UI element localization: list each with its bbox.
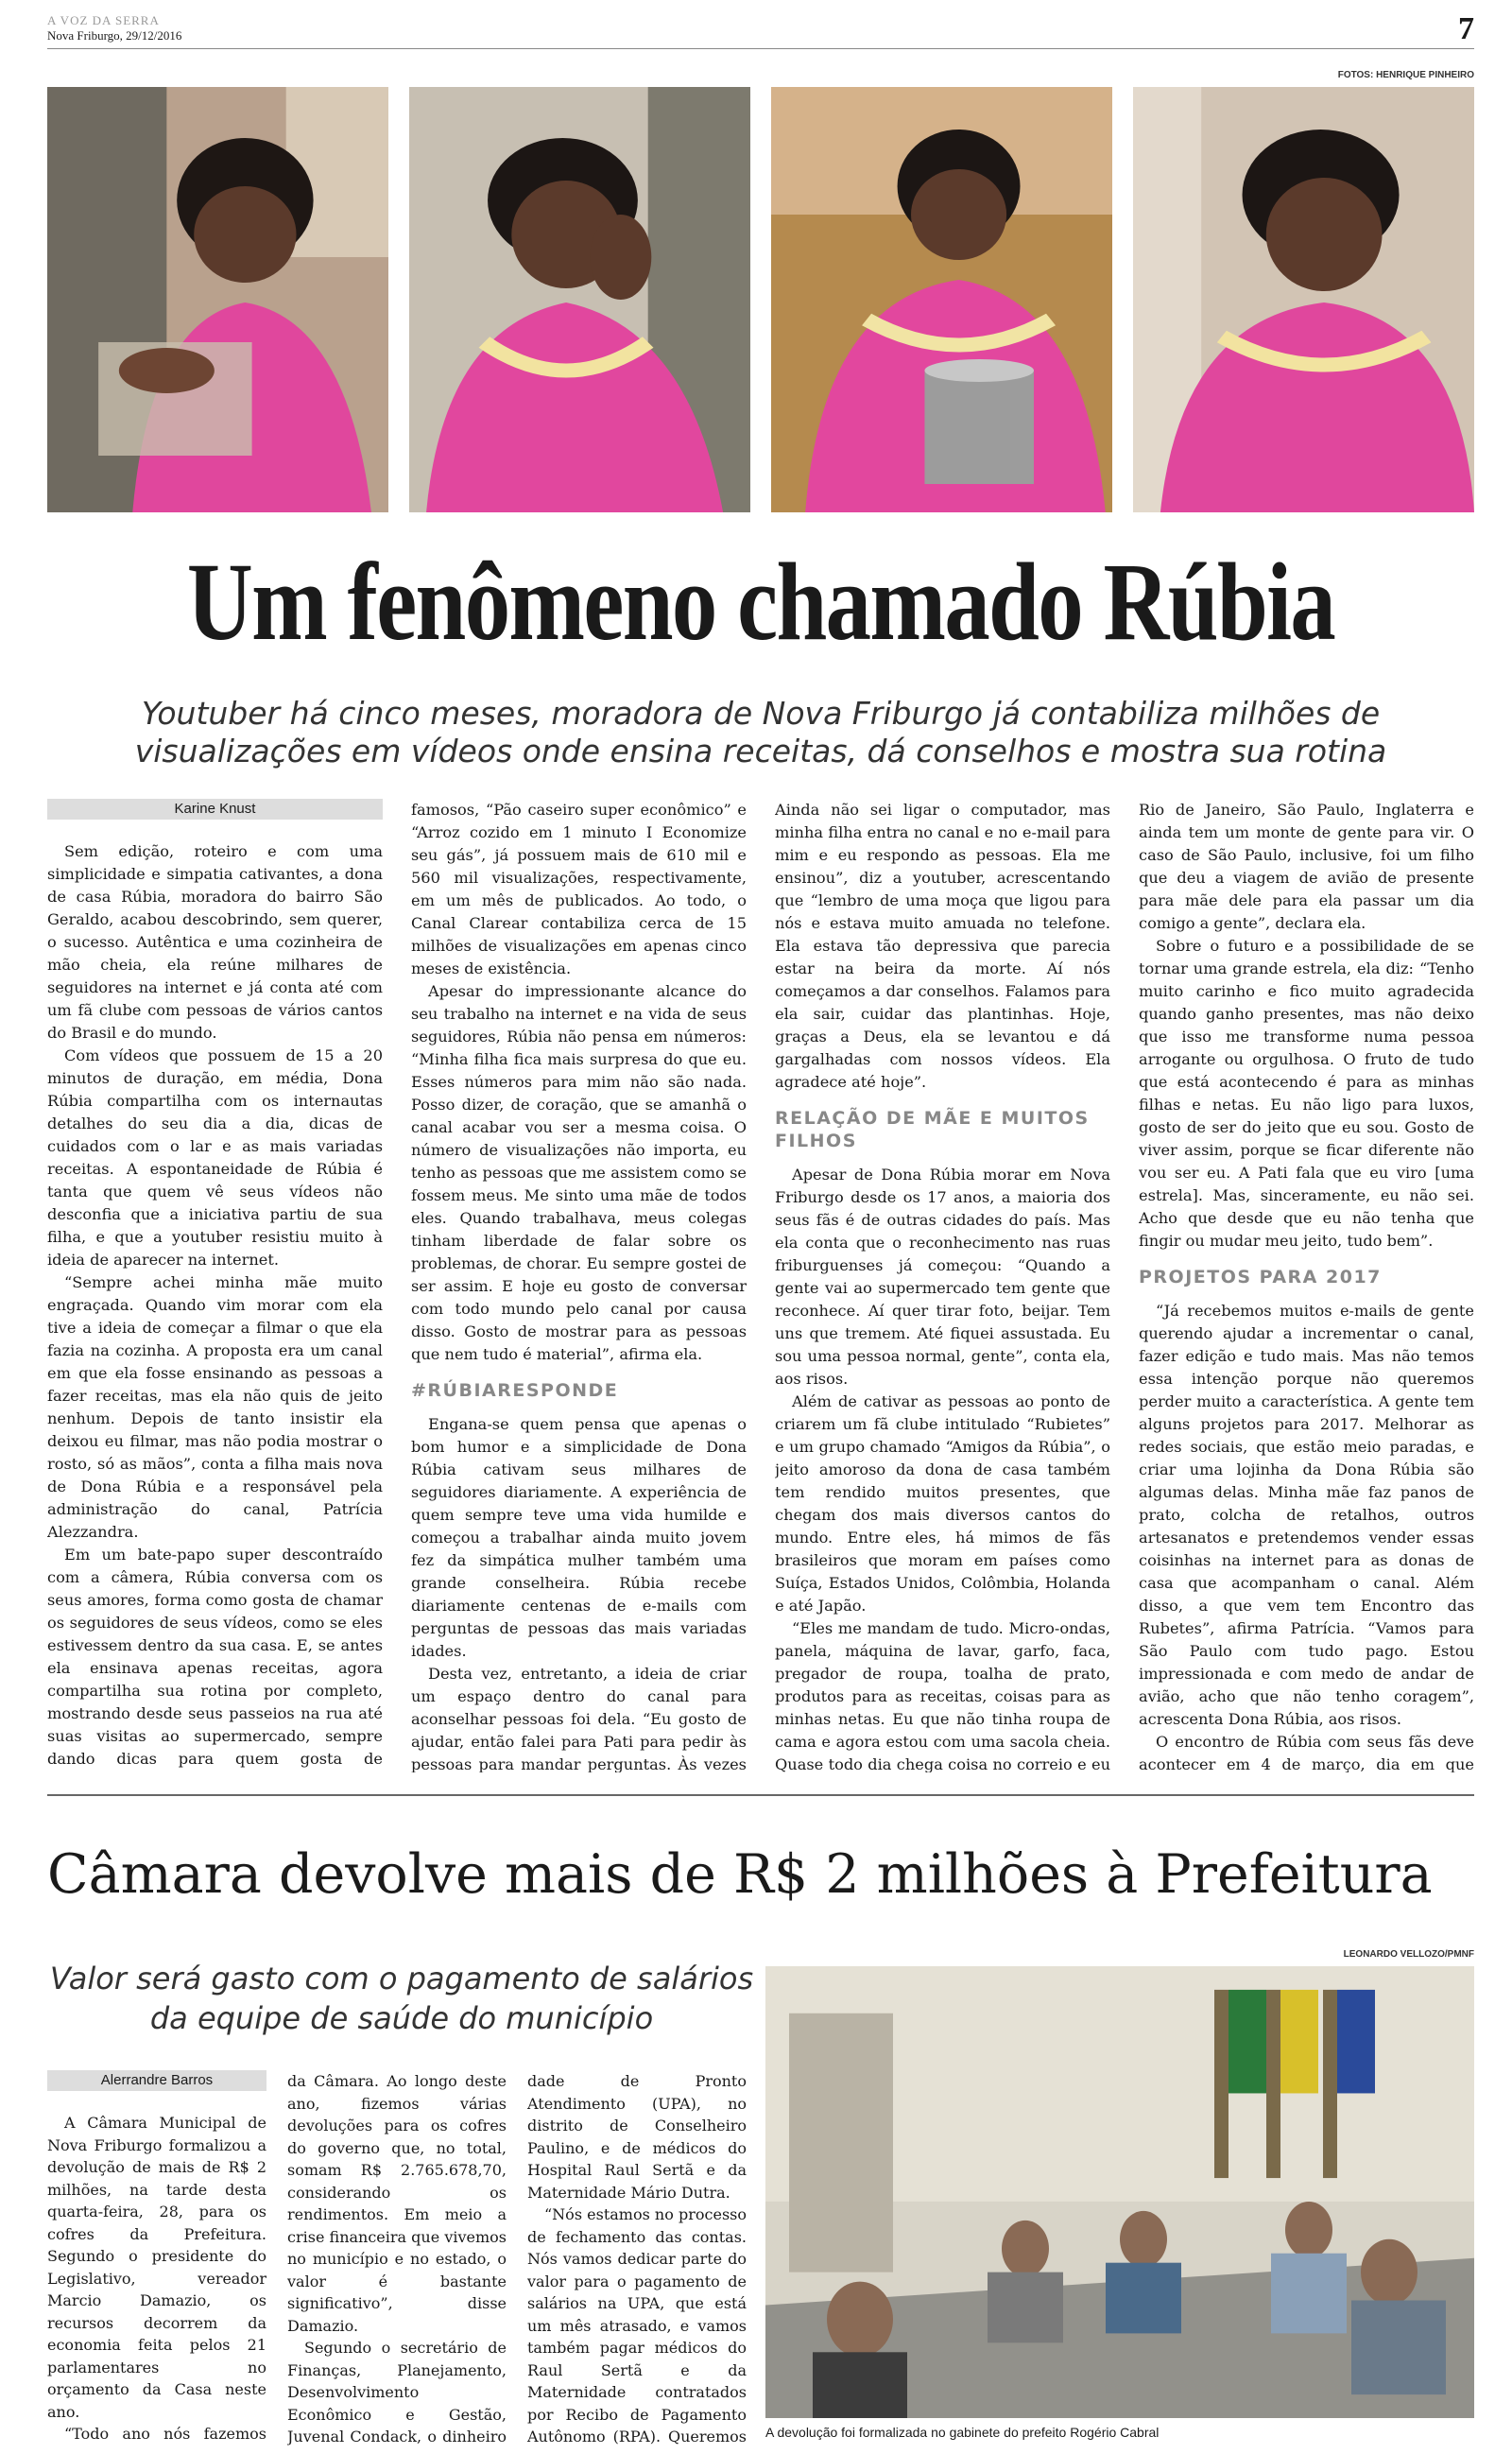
paragraph: O encontro de Rúbia com seus fãs deve acontecer em 4 de março, dia em que <box>1139 1733 1474 1772</box>
paragraph: Apesar de Dona Rúbia morar em Nova Friburgo desde os 17 anos, a maioria dos seus fãs é de outras cidades do país. Mas ela conta que o reconhecimento nas ruas friburguenses já começou: “Quando a gente vai ao supermercado tem gente que reconhece. Aí quer tirar foto, beijar. Tem uns que tremem. Até fiquei assustada. Eu sou uma pessoa normal, gente”, conta ela, aos risos. <box>775 1166 1110 1388</box>
issue-date: Nova Friburgo, 29/12/2016 <box>47 28 182 43</box>
paragraph: “Nós estamos no processo de fechamento das contas. Nós vamos dedicar parte do valor para o pagamento de salários na UPA, que está um mês atrasado, e vamos também pagar médicos do Raul Sertã e da Maternidade contratados por Recibo de Pagamento Autônomo (RPA). Queremos <box>527 2205 747 2445</box>
paragraph: da Câmara. Ao longo deste ano, fizemos várias devoluções para os cofres do governo que, no total, somam R$ 2.765.678,70, considerando os rendimentos. Em meio a crise financeira que vivemos no município e no estado, o valor é bastante significativo”, disse Damazio. <box>287 2072 507 2335</box>
subheading-projetos: PROJETOS PARA 2017 <box>1139 1267 1382 1287</box>
paragraph: “Já recebemos muitos e-mails de gente querendo ajudar a incrementar o canal, fazer edição e tudo mais. Mas não temos essa intenção porque não queremos perder muito a característica. A gente tem alguns projetos para 2017. Melhorar as redes sociais, que estão meio paradas, e criar uma lojinha da Dona Rúbia são algumas delas. Minha mãe faz panos de prato, colcha de retalhos, outros artesanatos e pretendemos vender essas coisinhas na internet para as donas de casa que acompanham o canal. Além disso, a que vem tem Encontro das Rubetes”, afirma Patrícia. “Vamos para São Paulo com tudo pago. Estou impressionada e com medo de andar de avião, acho que não tenho coragem”, acrescenta Dona Rúbia, aos risos. <box>1139 1302 1474 1728</box>
paragraph: “Sempre achei minha mãe muito engraçada. Quando vim morar com ela tive a ideia de começar a filmar o que ela fazia na cozinha. A proposta era um canal em que ela fosse ensinando as pessoas a fazer receitas, mas ela não quis de jeito nenhum. Depois de tanto insistir ela deixou eu filmar, mas não podia mostrar o rosto, só as mãos”, conta a filha mais nova de Dona Rúbia e a responsável pela administração do canal, Patrícia Alezzandra. <box>47 1273 383 1541</box>
page-number: 7 <box>1458 11 1474 46</box>
headline-camara: Câmara devolve mais de R$ 2 milhões à Prefeitura <box>47 1843 1433 1906</box>
article-column-2 <box>287 2070 507 2448</box>
paragraph: Segundo o secretário de Finanças, Planejamento, Desenvolvimento Econômico e Gestão, Juvenal Condack, o dinheiro <box>287 2339 507 2445</box>
article-column-4 <box>1139 799 1474 1772</box>
paragraph: Sem edição, roteiro e com uma simplicidade e simpatia cativantes, a dona de casa Rúbia, moradora do bairro São Geraldo, acabou descobrindo, sem querer, o sucesso. Autêntica e uma cozinheira de mão cheia, ela reúne milhares de seguidores na internet e já conta até com um fã clube com pessoas de vários cantos do Brasil e do mundo. <box>47 842 383 1042</box>
photo-rubia-2 <box>409 87 750 512</box>
section-divider <box>47 1794 1474 1796</box>
article-column-3 <box>527 2070 747 2448</box>
paragraph: Rio de Janeiro, São Paulo, Inglaterra e ainda tem um monte de gente para vir. O caso de São Paulo, inclusive, foi um filho que deu a viagem de avião de presente para mãe dele para ela passar um dia comigo a gente”, declara ela. <box>1139 801 1474 932</box>
masthead <box>47 11 1474 49</box>
headline-rubia: Um fenômeno chamado Rúbia <box>186 540 1335 664</box>
paragraph: Com vídeos que possuem de 15 a 20 minutos de duração, em média, Dona Rúbia compartilha com os internautas detalhes do seu dia a dia, dicas de cuidados com o lar e as mais variadas receitas. A espontaneidade de Rúbia é tanta que quem vê seus vídeos não desconfia que a iniciativa partiu de sua filha, e que a youtuber resistiu muito à ideia de aparecer na internet. <box>47 1046 383 1269</box>
paragraph: famosos, “Pão caseiro super econômico” e “Arroz cozido em 1 minuto I Economize seu gás”, já possuem mais de 610 mil e 560 mil visualizações, respectivamente, em um mês de publicados. Ao todo, o Canal Clarear contabiliza cerca de 15 milhões de visualizações em apenas cinco meses de existência. <box>411 801 747 977</box>
deck-camara: Valor será gasto com o pagamento de salários da equipe de saúde do município <box>49 1961 754 2036</box>
paragraph: Ainda não sei ligar o computador, mas minha filha entra no canal e no e-mail para mim e eu respondo as pessoas. Ela me ensinou”, diz a youtuber, acrescentando que “lembro de uma moça que ligou para nós e estava muito amuada no telefone. Ela estava tão depressiva que parecia estar na beira da morte. Aí nós começamos a dar conselhos. Falamos para ela sair, cuidar das plantinhas. Hoje, graças a Deus, ela se levantou e dá gargalhadas com nossos vídeos. Ela agradece até hoje”. <box>775 801 1110 1091</box>
article-column-3 <box>775 799 1110 1772</box>
paragraph: Além de cativar as pessoas ao ponto de criarem um fã clube intitulado “Rubietes” e um grupo chamado “Amigos da Rúbia”, o jeito amoroso da dona de casa também tem rendido muitos presentes, que chegam dos mais diversos cantos do mundo. Entre eles, há mimos de fãs brasileiros que moram em países como Suíça, Estados Unidos, Colômbia, Holanda e até Japão. <box>775 1392 1110 1615</box>
paragraph: Em um bate-papo super descontraído com a câmera, Rúbia conversa com os seus amores, forma como gosta de chamar os seguidores de seus vídeos, como se eles estivessem dentro da sua casa. E, se antes ela ensinava apenas receitas, agora compartilha sua rotina por completo, mostrando desde seus passeios na rua até suas visitas ao supermercado, sempre dando dicas para quem gosta de <box>47 1546 383 1768</box>
paragraph: dade de Pronto Atendimento (UPA), no distrito de Conselheiro Paulino, e de médicos do Hospital Raul Sertã e da Maternidade Mário Dutra. <box>527 2072 747 2202</box>
article-body-rubia <box>47 799 1474 1772</box>
photo-rubia-1 <box>47 87 388 512</box>
photo-rubia-4 <box>1133 87 1474 512</box>
subheading-relacao: RELAÇÃO DE MÃE E MUITOS FILHOS <box>775 1108 1090 1151</box>
article-body-camara <box>47 2070 747 2448</box>
article-column-2 <box>411 799 747 1772</box>
paragraph: Sobre o futuro e a possibilidade de se tornar uma grande estrela, ela diz: “Tenho muito carinho e fico muito agradecida quando ganho presentes, mas não deixo que isso me transforme numa pessoa arrogante ou orgulhosa. O fruto de tudo que está acontecendo é para as minhas filhas e netas. Eu não ligo para luxos, gosto de ser do jeito que eu sou. Gosto de viver assim, porque se ficar diferente não vou ser eu. A Pati fala que eu viro [uma estrela]. Mas, sinceramente, eu não sei. Acho que desde que eu não tenha que fingir ou mudar meu jeito, tudo bem”. <box>1139 937 1474 1250</box>
paragraph: Desta vez, entretanto, a ideia de criar um espaço dentro do canal para aconselhar pessoas foi dela. “Eu gosto de ajudar, então falei para Pati para pedir às pessoas para mandar perguntas. Às vezes <box>411 1665 747 1772</box>
paragraph: “Eles me mandam de tudo. Micro-ondas, panela, máquina de lavar, garfo, faca, pregador de roupa, toalha de prato, produtos para as receitas, coisas para as minhas netas. Eu que não tinha roupa de cama e agora estou com uma sacola cheia. Quase todo dia chega coisa no correio e eu <box>775 1619 1110 1772</box>
article-column-1 <box>47 799 383 1772</box>
subheading-rubiaresponde: #RÚBIARESPONDE <box>411 1380 619 1401</box>
photo-credit-2: LEONARDO VELLOZO/PMNF <box>1343 1949 1474 1960</box>
byline: Alerrandre Barros <box>47 2070 266 2091</box>
photo-credit: FOTOS: HENRIQUE PINHEIRO <box>1337 70 1474 80</box>
paragraph: Engana-se quem pensa que apenas o bom humor e a simplicidade de Dona Rúbia cativam seus milhares de seguidores diariamente. A experiência de quem sempre teve uma vida humilde e começou a trabalhar ainda muito jovem fez da simpática mulher também uma grande conselheira. Rúbia recebe diariamente centenas de e-mails com perguntas de pessoas das mais variadas idades. <box>411 1415 747 1660</box>
paragraph: A Câmara Municipal de Nova Friburgo formalizou a devolução de mais de R$ 2 milhões, na tarde desta quarta-feira, 28, para os cofres da Prefeitura. Segundo o presidente do Legislativo, vereador Marcio Damazio, os recursos decorrem da economia feita pelos 21 parlamentares no orçamento da Casa neste ano. <box>47 2114 266 2421</box>
photo-caption: A devolução foi formalizada no gabinete do prefeito Rogério Cabral <box>765 2425 1160 2440</box>
deck-rubia: Youtuber há cinco meses, moradora de Nova Friburgo já contabiliza milhões de visualizações em vídeos onde ensina receitas, dá conselhos e mostra sua rotina <box>134 695 1387 769</box>
photo-rubia-3 <box>771 87 1112 512</box>
paragraph: “Todo ano nós fazemos <box>64 2425 266 2443</box>
photo-strip <box>47 87 1474 512</box>
publication-name: A VOZ DA SERRA <box>47 13 160 27</box>
paragraph: Apesar do impressionante alcance do seu trabalho na internet e na vida de seus seguidores, Rúbia não pensa em números: “Minha filha fica mais surpresa do que eu. Esses números para mim não são nada. Posso dizer, de coração, que se amanhã o canal acabar vou ser a mesma coisa. O número de visualizações não importa, eu tenho as pessoas que me assistem como se fossem meus. Me sinto uma mãe de todos eles. Quando trabalhava, meus colegas tinham liberdade de falar sobre os problemas, de chorar. Eu sempre gostei de ser assim. E hoje eu gosto de conversar com todo mundo pelo canal por causa disso. Gosto de mostrar para as pessoas que nem tudo é material”, afirma ela. <box>411 982 747 1363</box>
byline: Karine Knust <box>47 799 383 820</box>
photo-meeting <box>765 1966 1474 2418</box>
article-column-1 <box>47 2070 266 2448</box>
